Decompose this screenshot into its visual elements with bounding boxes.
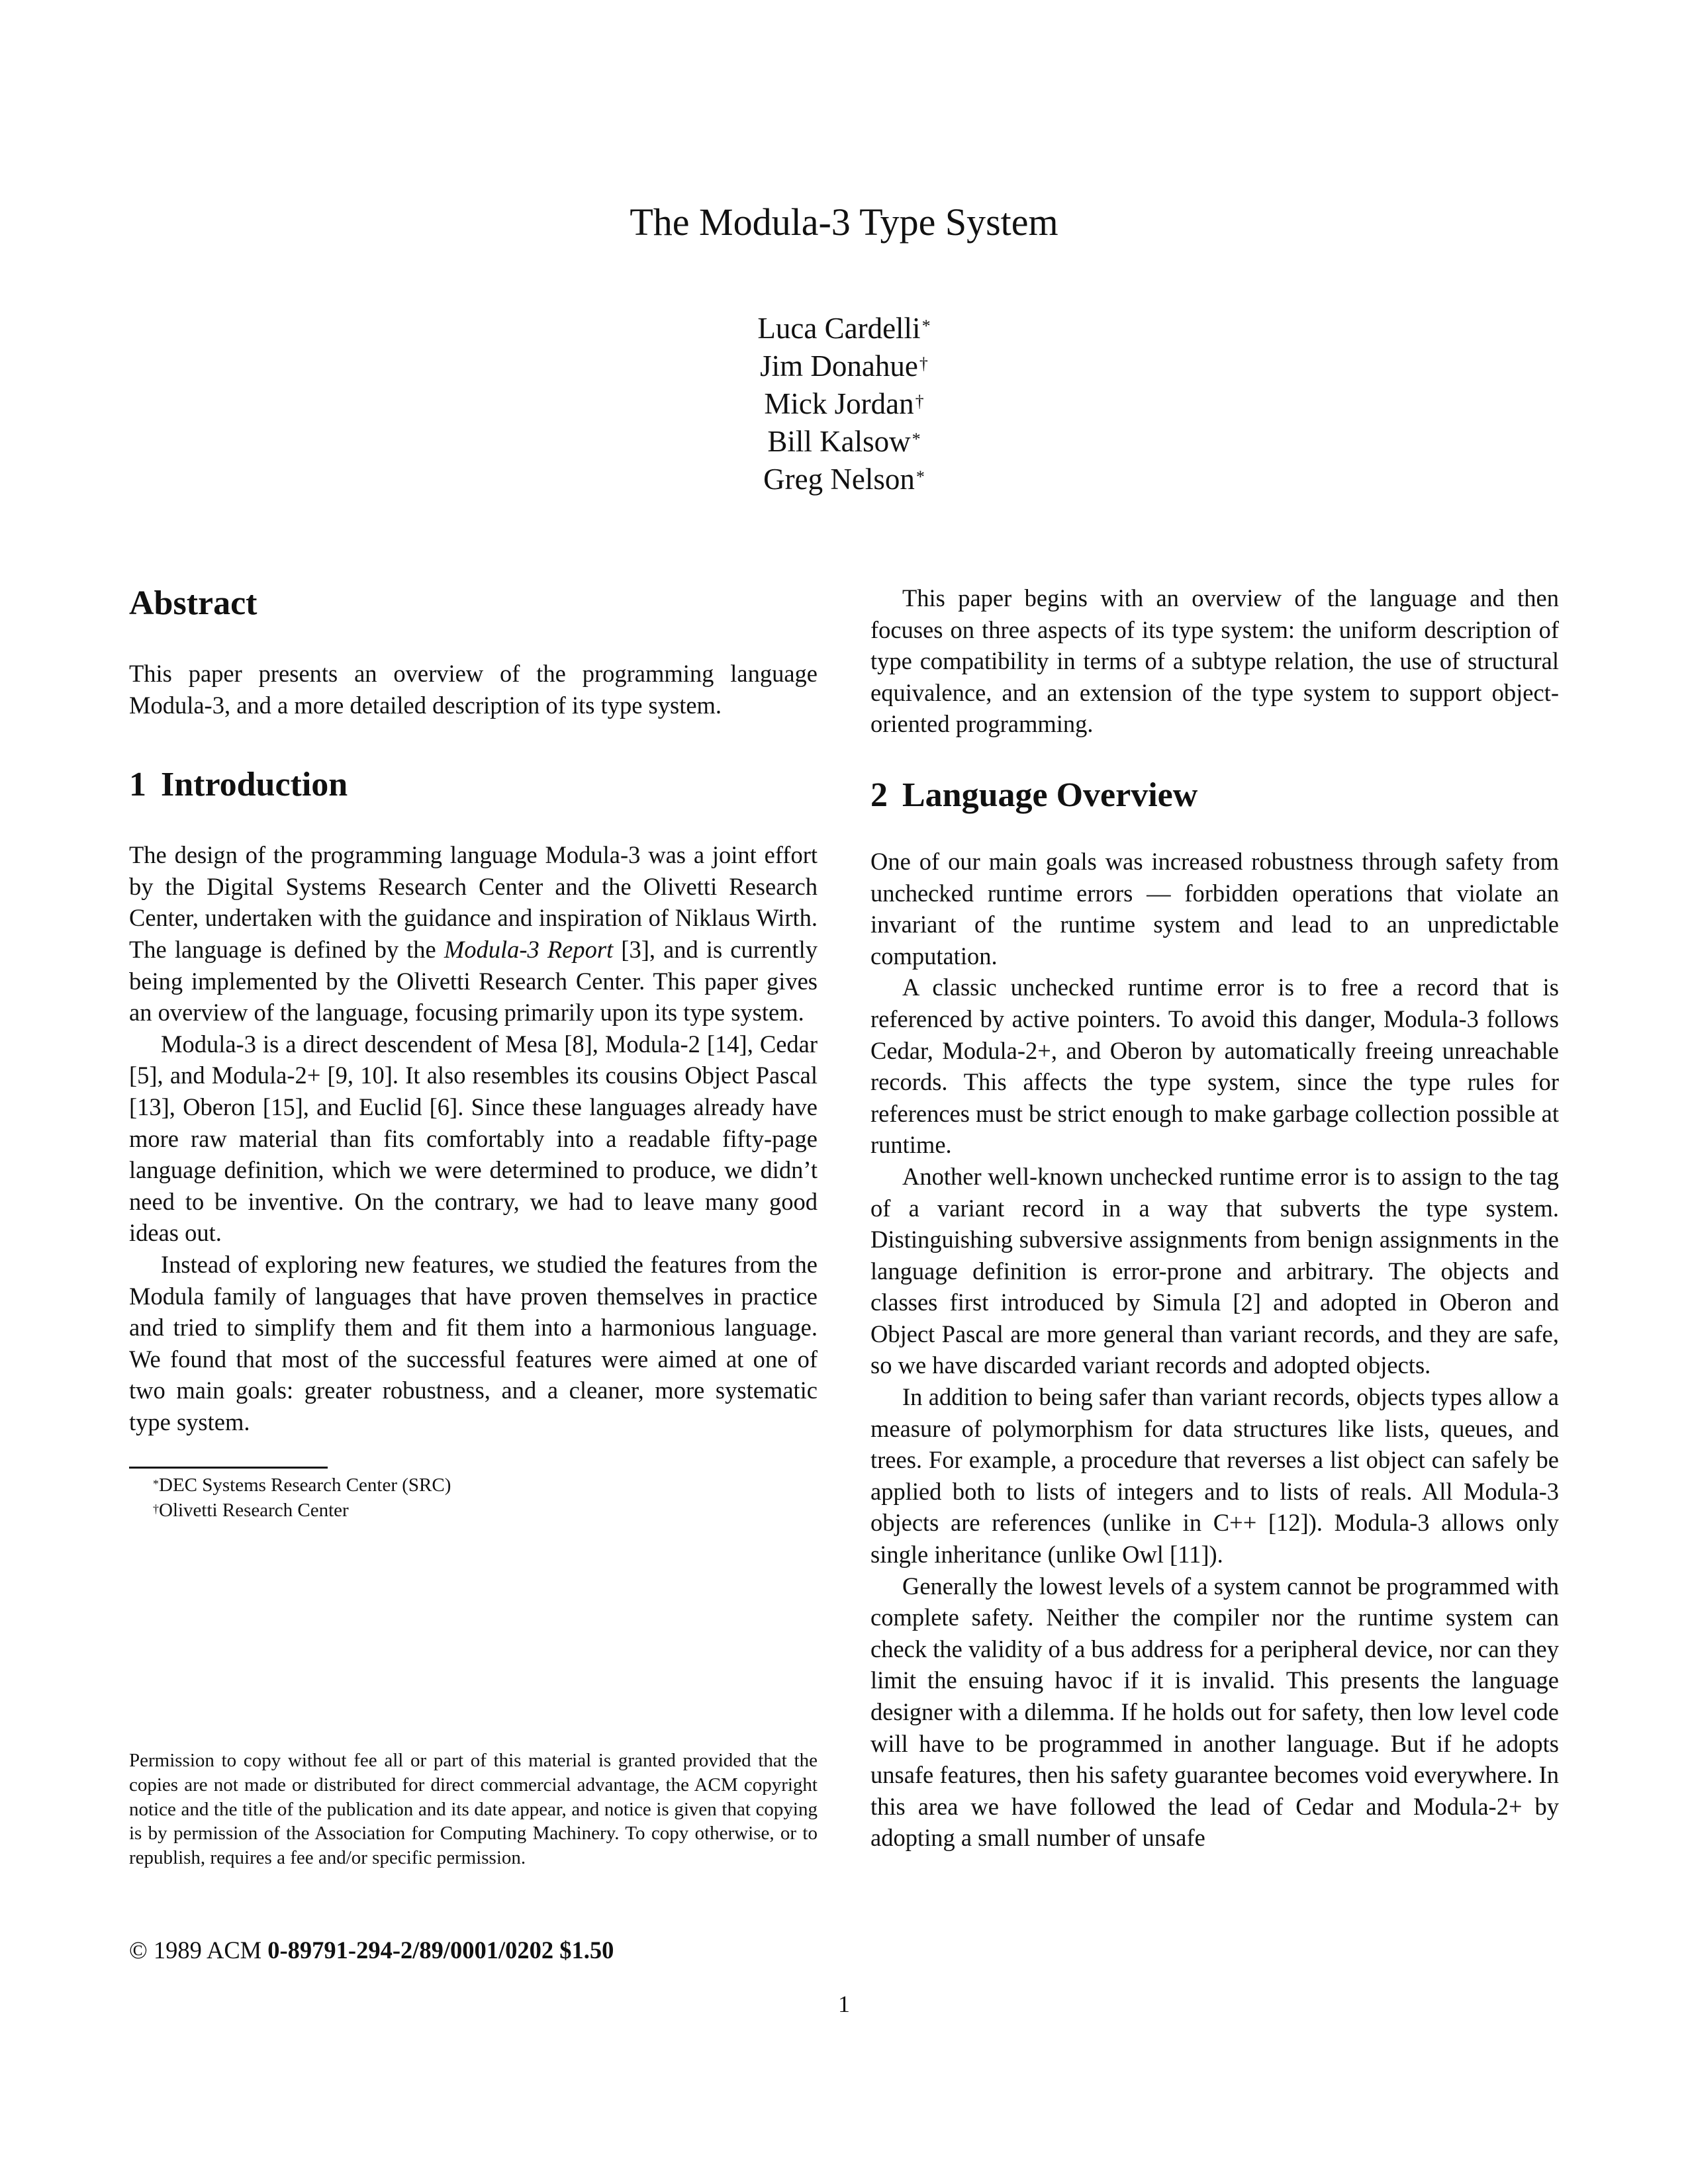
introduction-heading: [129, 764, 818, 806]
language-overview-heading: [870, 774, 1559, 817]
paragraph-text: [3], and is currently being implemented by the Olivetti Research Center. This paper gives an overview of the language, focusing primarily upon its type system.: [129, 935, 818, 1026]
overview-paragraph-4: In addition to being safer than variant records, objects types allow a measure of polymorphism for data structures like lists, queues, and trees. For example, a procedure that reverses a list object can safely be applied both to lists of integers and to lists of reals. All Modula-3 objects are references (unlike in C++ [12]). Modula-3 allows only single inheritance (unlike Owl [11]).: [870, 1383, 1559, 1569]
author-item: [0, 385, 1688, 423]
author-affiliation-mark: *: [915, 467, 925, 486]
copyright-line: [129, 1935, 818, 1966]
footnote-mark: *: [153, 1477, 159, 1491]
author-affiliation-mark: †: [919, 354, 928, 373]
left-column: [129, 582, 818, 1523]
introduction-paragraph-1: [129, 839, 818, 1028]
section-number: 1: [129, 766, 146, 804]
footnote-item: [153, 1473, 818, 1498]
abstract-text: This paper presents an overview of the programming language Modula-3, and a more detailed description of its type system.: [129, 660, 818, 719]
author-name: Mick Jordan: [764, 387, 914, 420]
permission-notice: Permission to copy without fee all or part of this material is granted provided that the copies are not made or distributed for direct commercial advantage, the ACM copyright notice and the title of the publication and its date appear, and notice is given that copying is by permission of the Association for Computing Machinery. To copy otherwise, or to republish, requires a fee and/or specific permission.: [129, 1750, 818, 1869]
report-title-italic: Modula-3 Report: [444, 935, 614, 963]
footnote-text: Olivetti Research Center: [159, 1500, 349, 1522]
paper-title: The Modula-3 Type System: [630, 201, 1058, 244]
paragraph-text: The design of the programming language Modula-3 was a joint effort by the Digital Systems Research Center and the Olivetti Research Center, undertaken with the guidance and inspiration of Niklaus Wirth. The language is defined by the: [129, 841, 818, 963]
footnotes: [153, 1473, 818, 1523]
right-column: [870, 582, 1559, 1854]
overview-paragraph-5: Generally the lowest levels of a system cannot be programmed with complete safety. Neither the compiler nor the runtime system can check the validity of a bus address for a peripheral device, nor can they limit the ensuing havoc if it is invalid. This presents the language designer with a dilemma. If he holds out for safety, then low level code will have to be programmed in another language. But if he adopts unsafe features, then his safety guarantee becomes void everywhere. In this area we have followed the lead of Cedar and Modula-2+ by adopting a small number of unsafe: [870, 1572, 1559, 1852]
copyright-code: 0-89791-294-2/89/0001/0202 $1.50: [267, 1936, 614, 1964]
footnote-text: DEC Systems Research Center (SRC): [159, 1475, 451, 1496]
abstract-heading: Abstract: [129, 584, 258, 622]
introduction-paragraph-3: Instead of exploring new features, we studied the features from the Modula family of languages that have proven themselves in practice and tried to simplify them and fit them into a harmonious language. We found that most of the successful features were aimed at one of two main goals: greater robustness, and a cleaner, more systematic type system.: [129, 1250, 818, 1435]
author-item: [0, 347, 1688, 385]
author-name: Bill Kalsow: [767, 425, 911, 458]
introduction-paragraph-2: Modula-3 is a direct descendent of Mesa [8], Modula-2 [14], Cedar [5], and Modula-2+ [9, 10]. It also resembles its cousins Object Pascal [13], Oberon [15], and Euclid [6]. Since these languages already have more raw material than fits comfortably into a readable fifty-page language definition, which we were determined to produce, we didn’t need to be inventive. On the contrary, we had to leave many good ideas out.: [129, 1030, 818, 1247]
footnote-rule: [129, 1467, 328, 1469]
author-name: Luca Cardelli: [757, 312, 921, 345]
author-name: Greg Nelson: [763, 463, 915, 496]
overview-paragraph-1: One of our main goals was increased robustness through safety from unchecked runtime errors — forbidden operations that violate an invariant of the runtime system and lead to an unpredictable computation.: [870, 847, 1559, 970]
footnote-item: [153, 1498, 818, 1523]
section-title: Language Overview: [902, 776, 1198, 814]
author-item: [0, 461, 1688, 498]
author-affiliation-mark: *: [912, 430, 921, 449]
section-number: 2: [870, 776, 888, 814]
section-title: Introduction: [161, 766, 348, 804]
author-item: [0, 310, 1688, 347]
footnote-mark: †: [153, 1502, 159, 1516]
author-affiliation-mark: *: [921, 316, 931, 336]
page-number: 1: [838, 1991, 850, 2017]
author-name: Jim Donahue: [760, 349, 918, 383]
overview-paragraph-2: A classic unchecked runtime error is to free a record that is referenced by active pointers. To avoid this danger, Modula-3 follows Cedar, Modula-2+, and Oberon by automatically freeing unreachable records. This affects the type system, since the type rules for references must be strict enough to make garbage collection possible at runtime.: [870, 974, 1559, 1159]
author-item: [0, 423, 1688, 461]
copyright-prefix: © 1989 ACM: [129, 1936, 268, 1964]
overview-paragraph-3: Another well-known unchecked runtime error is to assign to the tag of a variant record in a way that subverts the type system. Distinguishing subversive assignments from benign assignments in the language definition is error-prone and arbitrary. The objects and classes first introduced by Simula [2] and adopted in Oberon and Object Pascal are more general than variant records, and they are safe, so we have discarded variant records and adopted objects.: [870, 1162, 1559, 1379]
overview-intro-paragraph: This paper begins with an overview of the language and then focuses on three aspects of its type system: the uniform description of type compatibility in terms of a subtype relation, the use of structural equivalence, and an extension of the type system to support object-oriented programming.: [870, 584, 1559, 738]
author-affiliation-mark: †: [915, 392, 924, 411]
author-list: [0, 310, 1688, 498]
